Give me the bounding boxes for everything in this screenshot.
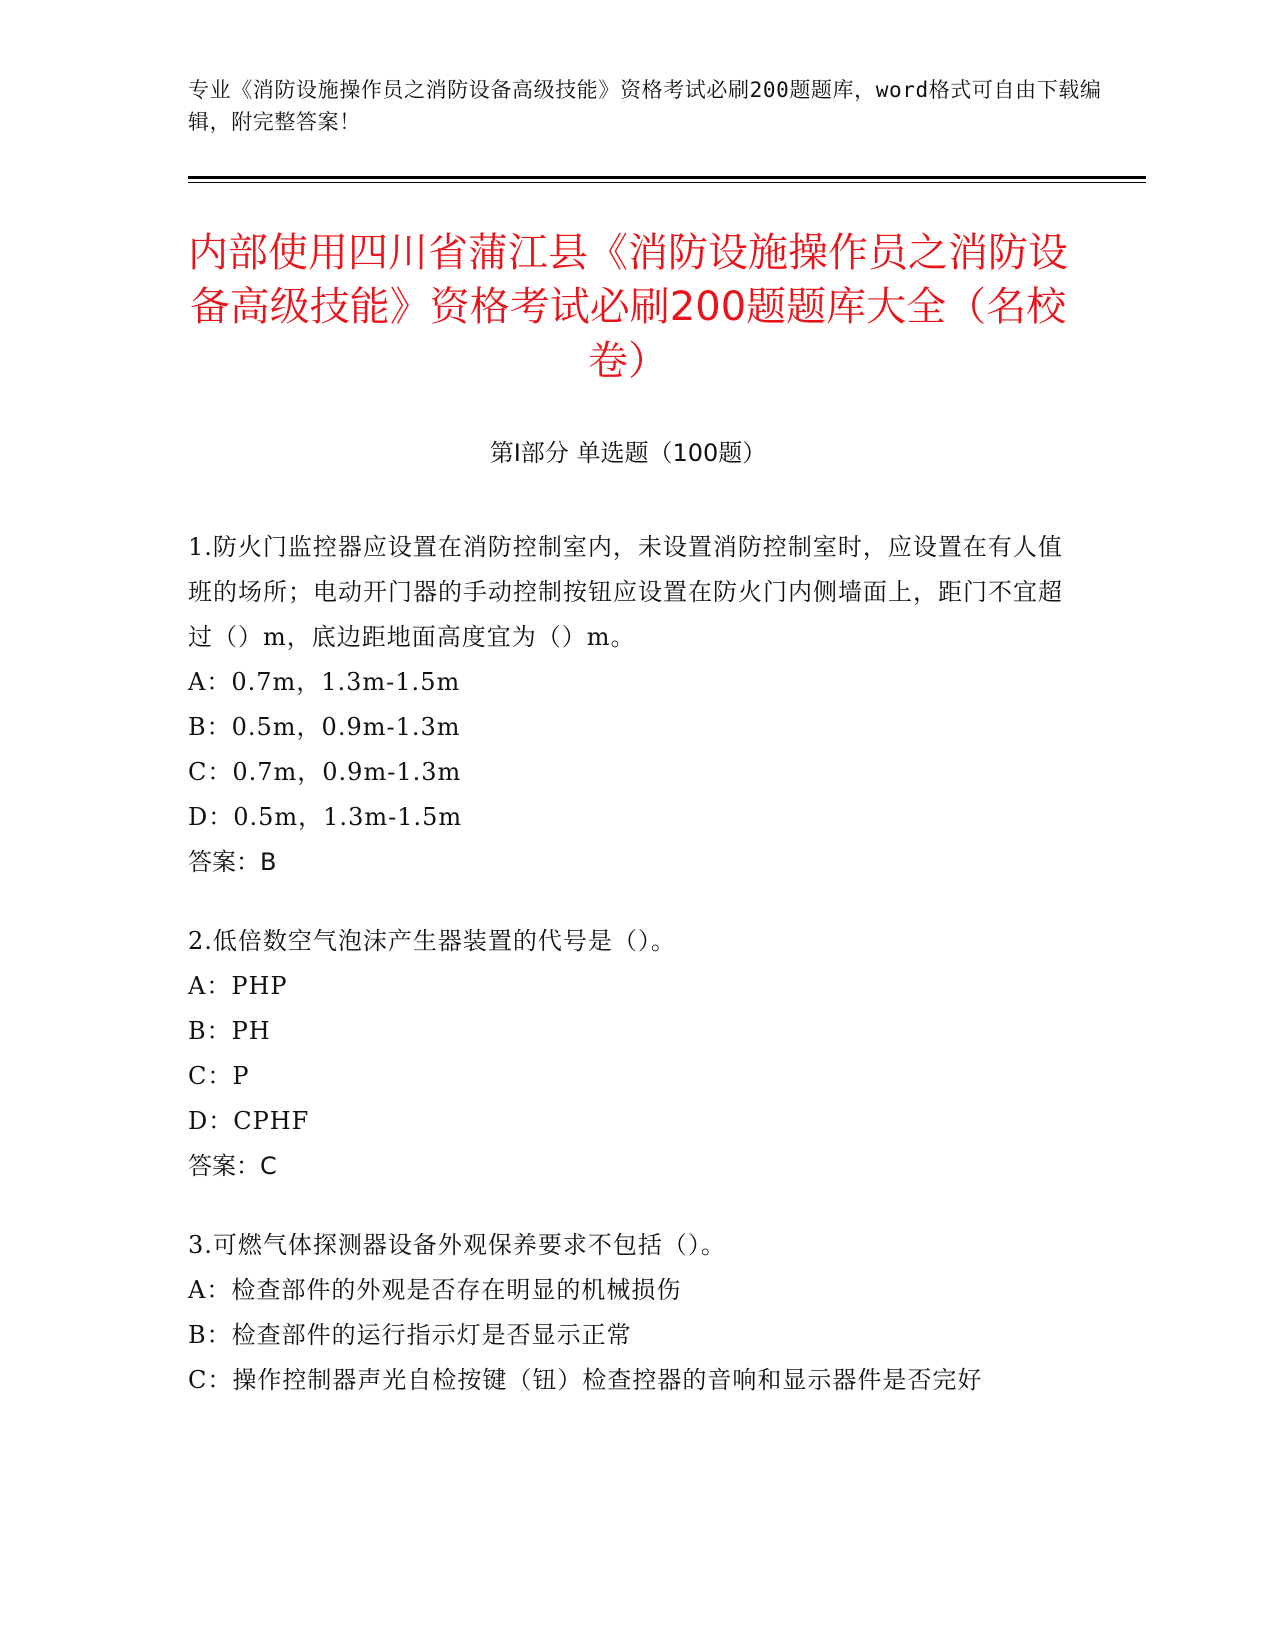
option-d: D：CPHF	[188, 1107, 310, 1135]
section-title: 第I部分 单选题（100题）	[489, 439, 767, 467]
option-a: A：0.7m，1.3m-1.5m	[188, 668, 461, 696]
option-c: C：P	[188, 1062, 250, 1090]
answer: 答案：C	[188, 1152, 277, 1180]
answer: 答案：B	[188, 848, 277, 876]
question-list	[188, 525, 1068, 1437]
header-note: 专业《消防设施操作员之消防设备高级技能》资格考试必刷200题题库，word格式可自由下载编辑，附完整答案！	[188, 78, 1102, 134]
question-stem: 3.可燃气体探测器设备外观保养要求不包括（）。	[188, 1231, 726, 1259]
option-c: C：0.7m，0.9m-1.3m	[188, 758, 462, 786]
option-a: A：检查部件的外观是否存在明显的机械损伤	[188, 1276, 682, 1304]
header-divider-thin	[188, 182, 1146, 183]
question-stem: 1.防火门监控器应设置在消防控制室内，未设置消防控制室时，应设置在有人值班的场所；电动开门器的手动控制按钮应设置在防火门内侧墙面上，距门不宜超过（）m，底边距地面高度宜为（）m。	[188, 533, 1063, 651]
question-3	[188, 1223, 1068, 1403]
question-1	[188, 525, 1068, 885]
option-b: B：PH	[188, 1017, 271, 1045]
question-2	[188, 919, 1068, 1189]
option-c: C：操作控制器声光自检按键（钮）检查控器的音响和显示器件是否完好	[188, 1366, 983, 1394]
question-stem: 2.低倍数空气泡沫产生器装置的代号是（）。	[188, 927, 676, 955]
header-divider-thick	[188, 176, 1146, 179]
option-b: B：0.5m，0.9m-1.3m	[188, 713, 461, 741]
option-d: D：0.5m，1.3m-1.5m	[188, 803, 463, 831]
document-title: 内部使用四川省蒲江县《消防设施操作员之消防设备高级技能》资格考试必刷200题题库大全（名校卷）	[188, 230, 1068, 384]
option-a: A：PHP	[188, 972, 288, 1000]
option-b: B：检查部件的运行指示灯是否显示正常	[188, 1321, 632, 1349]
